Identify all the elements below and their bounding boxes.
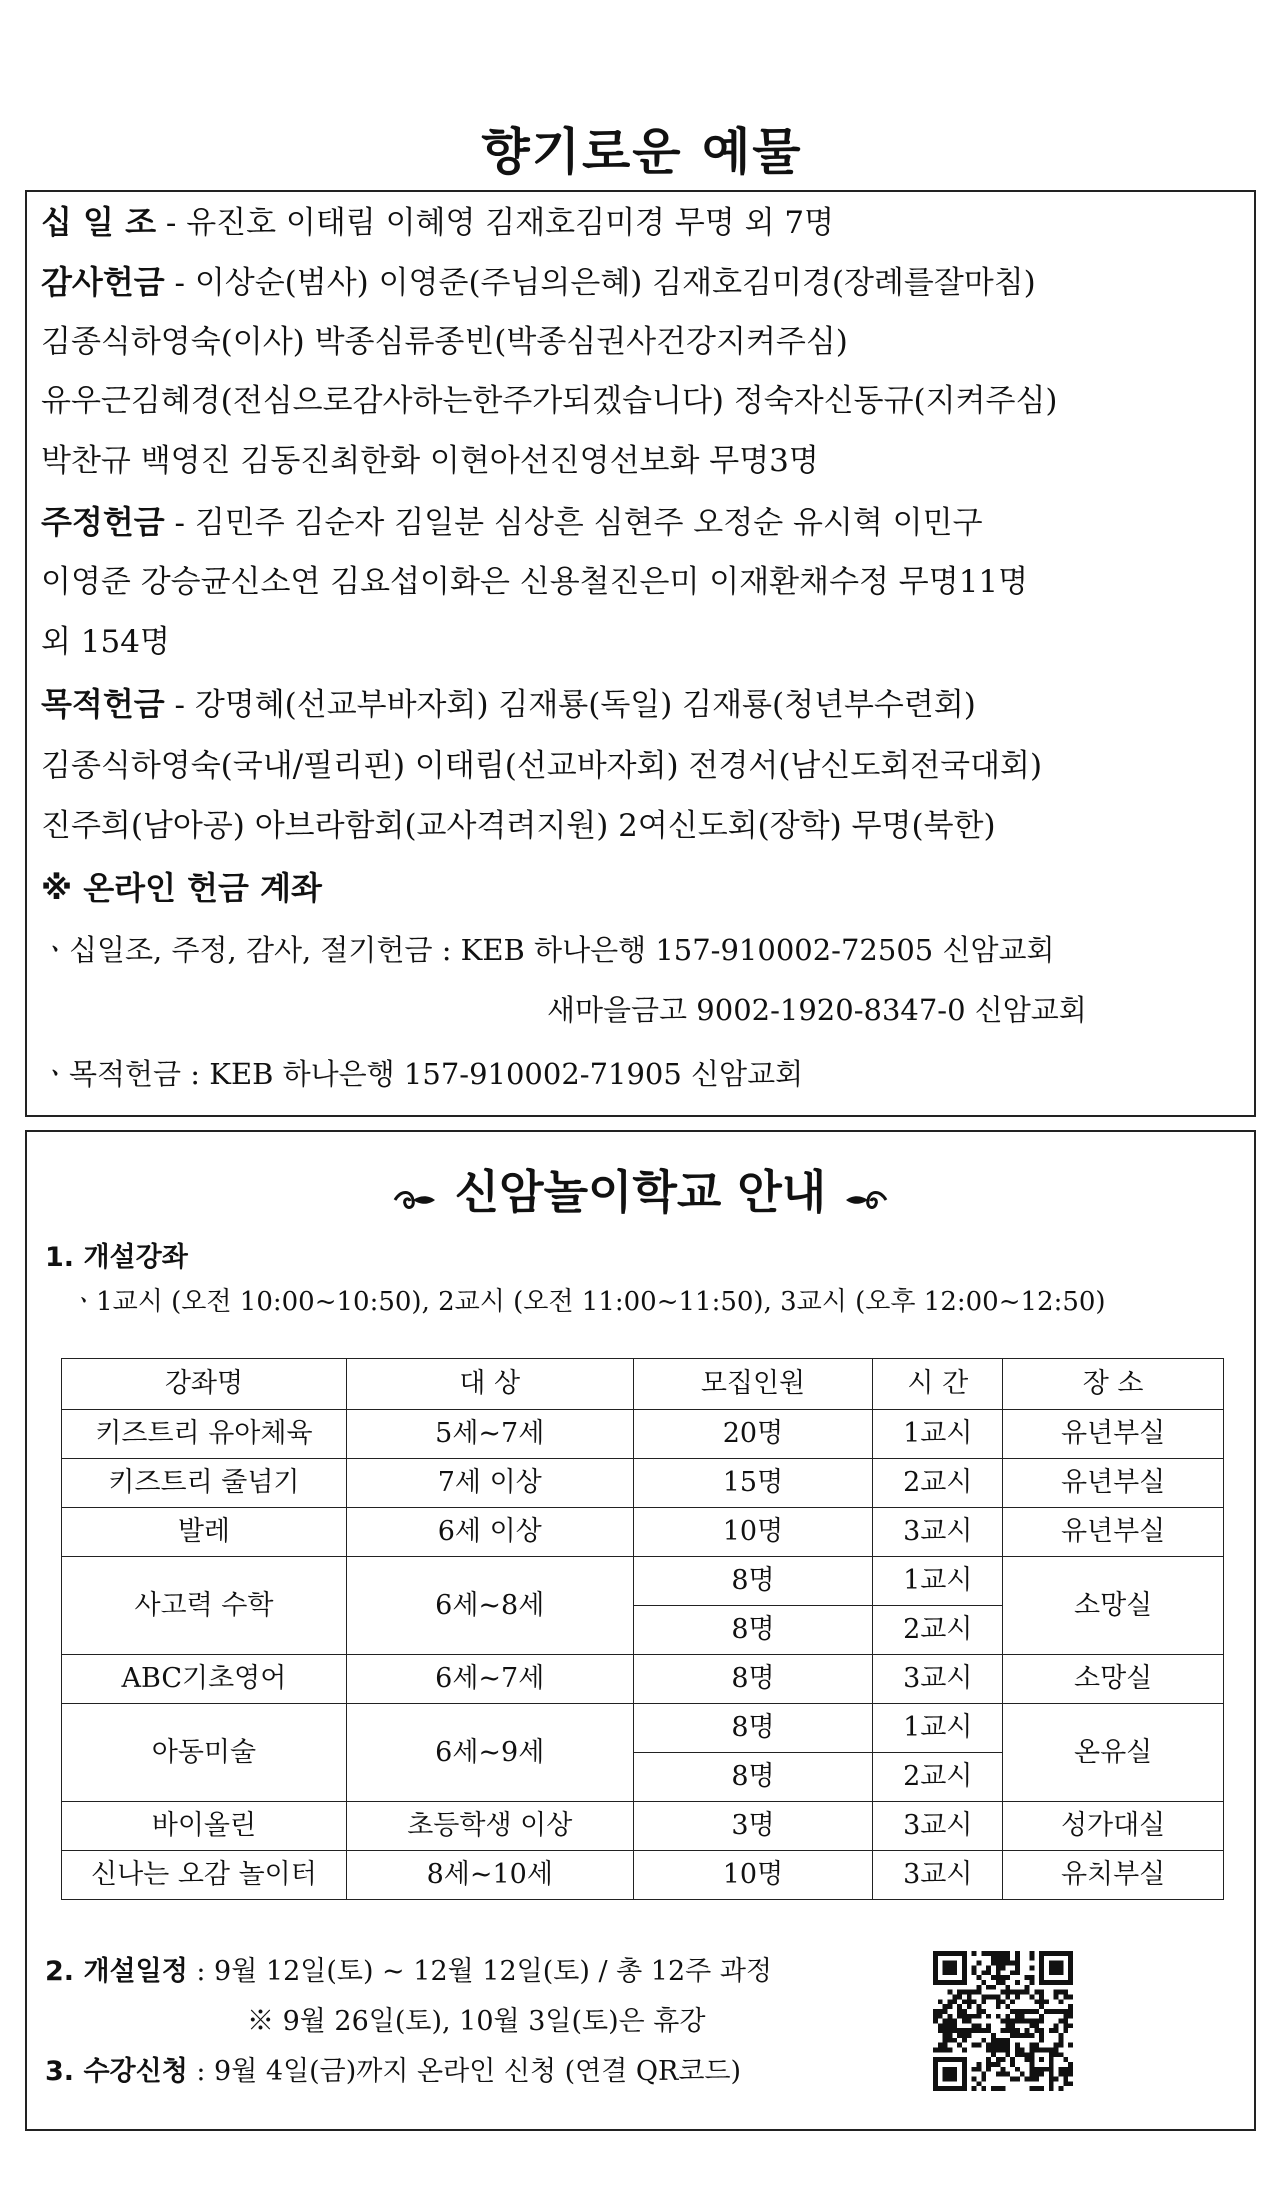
course-place: 유년부실 — [1003, 1410, 1224, 1459]
course-target: 6세~9세 — [346, 1704, 633, 1802]
tithe-names: - 유진호 이태림 이혜영 김재호김미경 무명 외 7명 — [156, 205, 835, 241]
class-period-schedule: ㆍ1교시 (오전 10:00~10:50), 2교시 (오전 11:00~11:50), 3교시 (오후 12:00~12:50) — [71, 1287, 1106, 1317]
school-box — [25, 1130, 1256, 2131]
account-line-3: ㆍ목적헌금 : KEB 하나은행 157-910002-71905 신암교회 — [41, 1057, 804, 1091]
header-place: 장 소 — [1003, 1359, 1224, 1410]
purpose-label: 목적헌금 — [41, 685, 165, 723]
course-capacity: 8명 — [633, 1655, 873, 1704]
course-place: 유년부실 — [1003, 1508, 1224, 1557]
weekly-line-3: 외 154명 — [41, 624, 170, 660]
weekly-line-2: 이영준 강승균신소연 김요섭이화은 신용철진은미 이재환채수정 무명11명 — [41, 564, 1029, 600]
course-time: 2교시 — [873, 1459, 1003, 1508]
offerings-box — [25, 190, 1256, 1117]
course-name: 사고력 수학 — [62, 1557, 347, 1655]
course-target: 7세 이상 — [346, 1459, 633, 1508]
header-target: 대 상 — [346, 1359, 633, 1410]
thanks-names: - 이상순(범사) 이영준(주님의은혜) 김재호김미경(장례를잘마침) — [164, 265, 1036, 301]
thanks-line-2: 김종식하영숙(이사) 박종심류종빈(박종심권사건강지켜주심) — [41, 324, 848, 360]
header-course: 강좌명 — [62, 1359, 347, 1410]
holiday-note: ※ 9월 26일(토), 10월 3일(토)은 휴강 — [247, 2006, 706, 2037]
qr-code-icon[interactable] — [933, 1951, 1073, 2091]
registration-line — [45, 2052, 741, 2092]
online-heading: ※ 온라인 헌금 계좌 — [41, 869, 322, 907]
course-capacity: 8명 — [633, 1557, 873, 1606]
registration-label: 3. 수강신청 — [45, 2056, 188, 2087]
course-name: 아동미술 — [62, 1704, 347, 1802]
school-title-row — [27, 1162, 1254, 1226]
course-capacity: 10명 — [633, 1508, 873, 1557]
course-time: 2교시 — [873, 1753, 1003, 1802]
course-name: 발레 — [62, 1508, 347, 1557]
course-capacity: 8명 — [633, 1606, 873, 1655]
thanks-line — [41, 262, 1036, 303]
course-capacity: 10명 — [633, 1851, 873, 1900]
table-row — [62, 1410, 1224, 1459]
schedule-dates-label: 2. 개설일정 — [45, 1956, 188, 1987]
account-line-2: 새마을금고 9002-1920-8347-0 신암교회 — [547, 993, 1087, 1027]
course-time: 1교시 — [873, 1410, 1003, 1459]
course-time: 1교시 — [873, 1557, 1003, 1606]
weekly-label: 주정헌금 — [41, 503, 165, 541]
table-row — [62, 1557, 1224, 1606]
account-line-1: ㆍ십일조, 주정, 감사, 절기헌금 : KEB 하나은행 157-910002-72505 신암교회 — [41, 933, 1055, 967]
purpose-names: - 강명혜(선교부바자회) 김재룡(독일) 김재룡(청년부수련회) — [164, 687, 976, 723]
tithe-line — [41, 202, 834, 243]
course-capacity: 15명 — [633, 1459, 873, 1508]
table-row — [62, 1655, 1224, 1704]
page-title: 향기로운 예물 — [481, 123, 803, 181]
course-name: 키즈트리 줄넘기 — [62, 1459, 347, 1508]
course-capacity: 3명 — [633, 1802, 873, 1851]
course-time: 3교시 — [873, 1508, 1003, 1557]
table-row — [62, 1851, 1224, 1900]
course-target: 6세~8세 — [346, 1557, 633, 1655]
course-name: 바이올린 — [62, 1802, 347, 1851]
course-name: ABC기초영어 — [62, 1655, 347, 1704]
header-capacity: 모집인원 — [633, 1359, 873, 1410]
thanks-label: 감사헌금 — [41, 263, 165, 301]
course-place: 성가대실 — [1003, 1802, 1224, 1851]
registration-text: : 9월 4일(금)까지 온라인 신청 (연결 QR코드) — [187, 2056, 742, 2087]
course-capacity: 8명 — [633, 1753, 873, 1802]
table-row — [62, 1508, 1224, 1557]
course-place: 유치부실 — [1003, 1851, 1224, 1900]
course-name: 신나는 오감 놀이터 — [62, 1851, 347, 1900]
course-capacity: 20명 — [633, 1410, 873, 1459]
course-target: 5세~7세 — [346, 1410, 633, 1459]
course-place: 소망실 — [1003, 1655, 1224, 1704]
course-place: 유년부실 — [1003, 1459, 1224, 1508]
purpose-line-2: 김종식하영숙(국내/필리핀) 이태림(선교바자회) 전경서(남신도회전국대회) — [41, 748, 1043, 784]
section-courses-heading: 1. 개설강좌 — [45, 1242, 188, 1273]
course-target: 6세 이상 — [346, 1508, 633, 1557]
purpose-line — [41, 684, 976, 725]
course-table — [61, 1358, 1224, 1900]
course-place: 온유실 — [1003, 1704, 1224, 1802]
thanks-line-3: 유우근김혜경(전심으로감사하는한주가되겠습니다) 정숙자신동규(지켜주심) — [41, 383, 1058, 419]
school-title: 신암놀이학교 안내 — [454, 1165, 827, 1219]
schedule-dates-line — [45, 1952, 772, 1992]
course-time: 1교시 — [873, 1704, 1003, 1753]
table-row — [62, 1459, 1224, 1508]
course-name: 키즈트리 유아체육 — [62, 1410, 347, 1459]
course-target: 초등학생 이상 — [346, 1802, 633, 1851]
course-time: 3교시 — [873, 1802, 1003, 1851]
weekly-line — [41, 502, 983, 543]
floral-ornament-icon — [844, 1166, 888, 1226]
course-time: 3교시 — [873, 1851, 1003, 1900]
thanks-line-4: 박찬규 백영진 김동진최한화 이현아선진영선보화 무명3명 — [41, 443, 819, 479]
weekly-names: - 김민주 김순자 김일분 심상흔 심현주 오정순 유시혁 이민구 — [164, 505, 983, 541]
course-place: 소망실 — [1003, 1557, 1224, 1655]
purpose-line-3: 진주희(남아공) 아브라함회(교사격려지원) 2여신도회(장학) 무명(북한) — [41, 808, 996, 844]
course-capacity: 8명 — [633, 1704, 873, 1753]
floral-ornament-icon — [393, 1166, 437, 1226]
course-time: 3교시 — [873, 1655, 1003, 1704]
course-target: 8세~10세 — [346, 1851, 633, 1900]
header-time: 시 간 — [873, 1359, 1003, 1410]
table-header-row — [62, 1359, 1224, 1410]
table-row — [62, 1704, 1224, 1753]
course-time: 2교시 — [873, 1606, 1003, 1655]
course-target: 6세~7세 — [346, 1655, 633, 1704]
tithe-label: 십 일 조 — [41, 203, 157, 241]
table-row — [62, 1802, 1224, 1851]
schedule-dates-text: : 9월 12일(토) ~ 12월 12일(토) / 총 12주 과정 — [187, 1956, 772, 1987]
